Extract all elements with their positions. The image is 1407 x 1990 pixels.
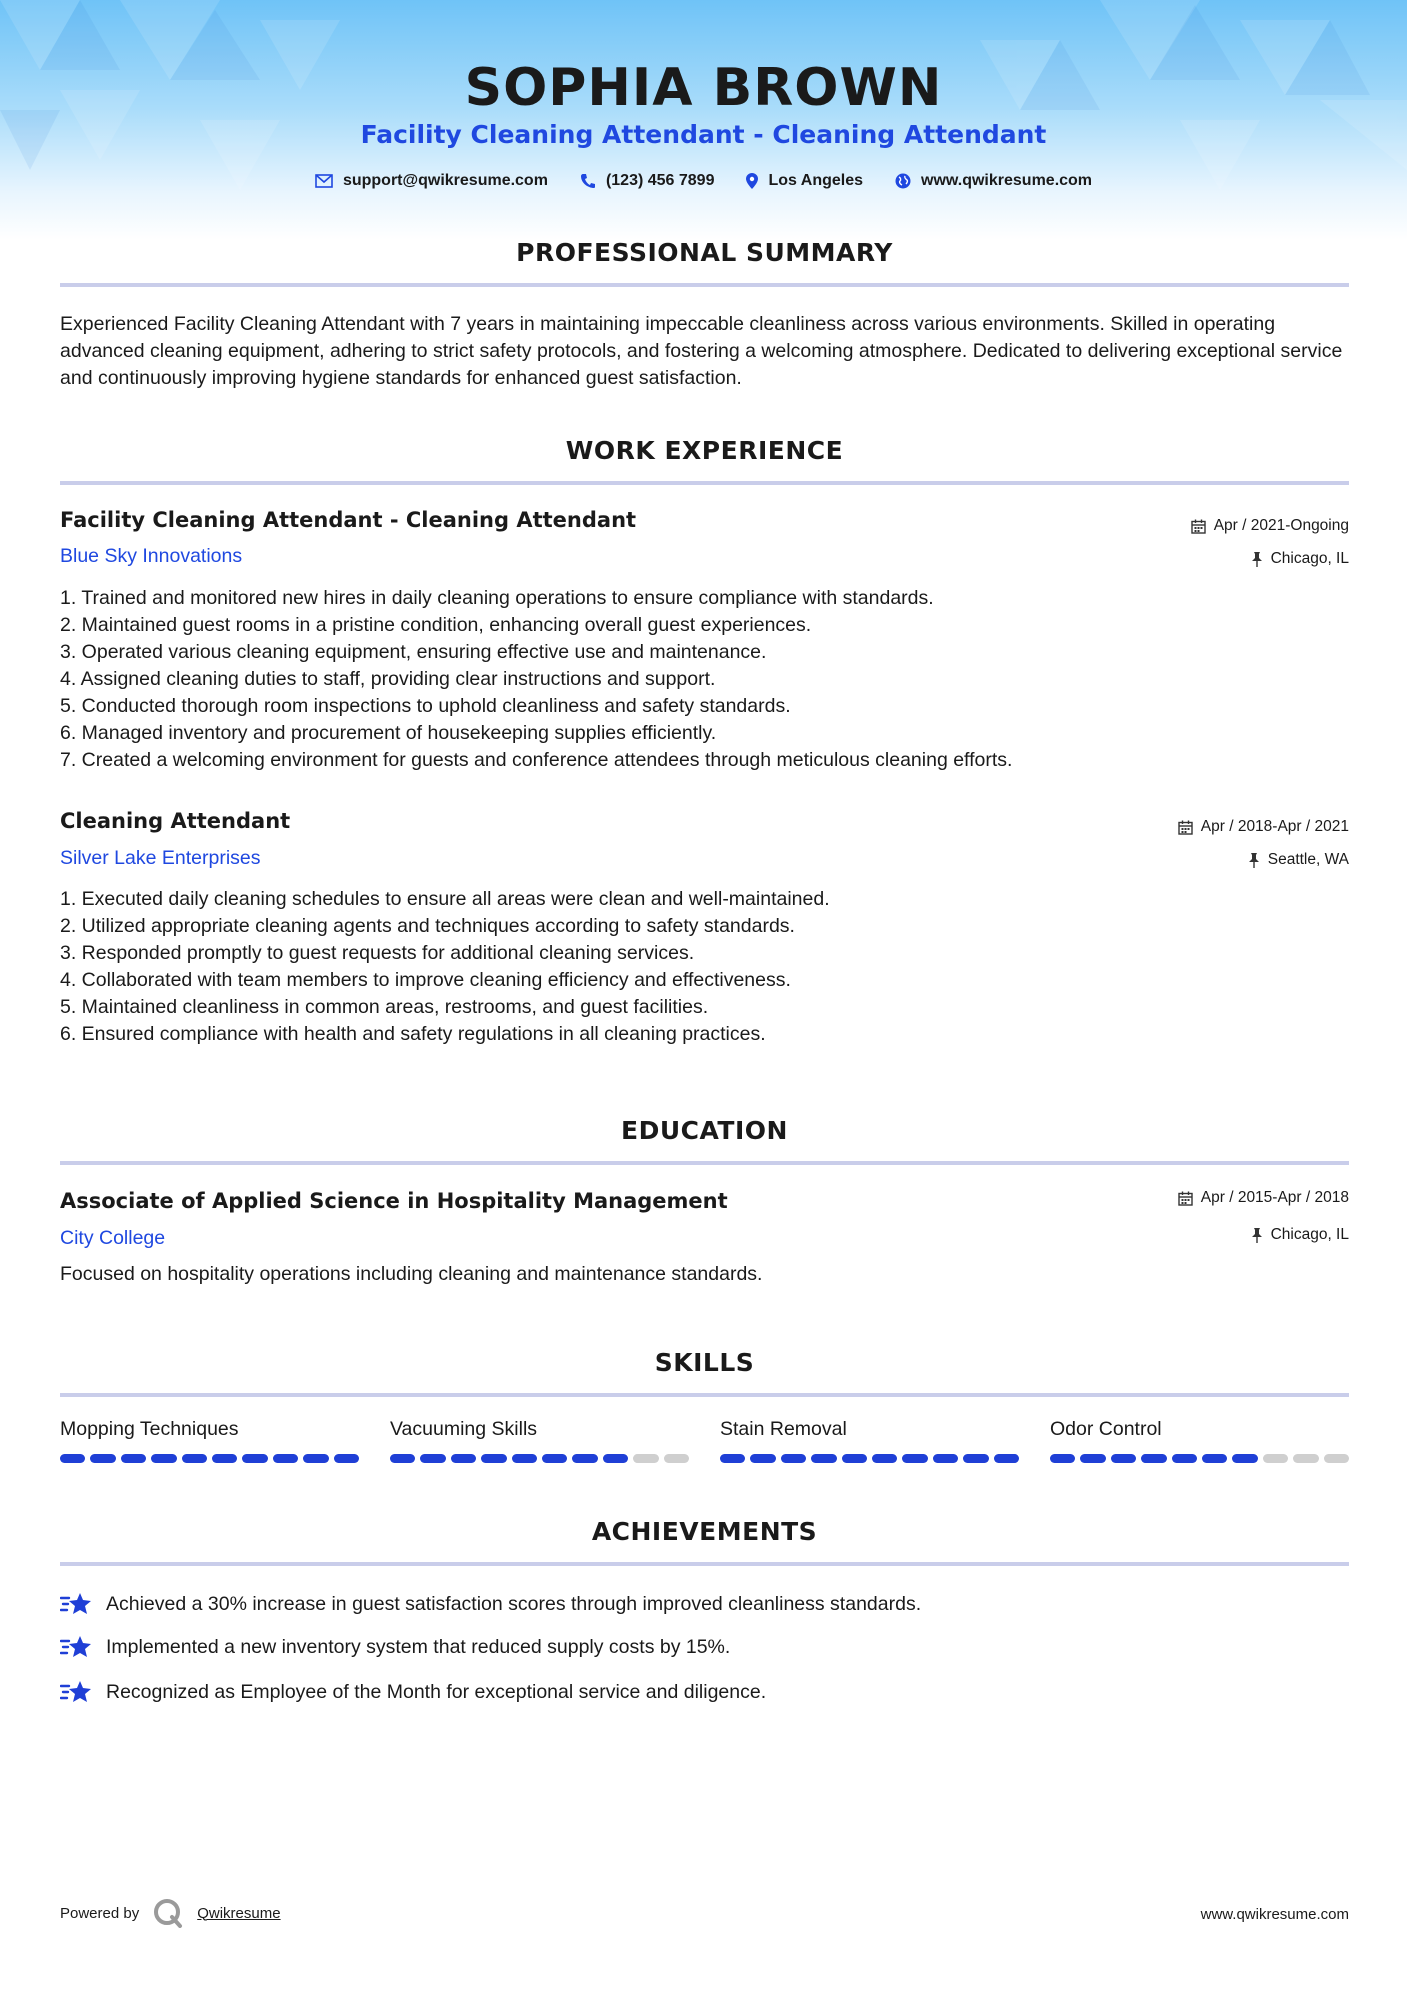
section-title-achievements: ACHIEVEMENTS xyxy=(591,1517,818,1546)
skill-segment-empty xyxy=(664,1454,689,1463)
list-item: 2. Maintained guest rooms in a pristine condition, enhancing overall guest experiences. xyxy=(60,614,812,636)
skill-segment-filled xyxy=(212,1454,237,1463)
skill-level-bar xyxy=(390,1454,689,1463)
skill-segment-filled xyxy=(603,1454,628,1463)
phone-icon xyxy=(580,173,596,189)
education-description: Focused on hospitality operations including cleaning and maintenance standards. xyxy=(60,1263,763,1285)
education-location-text: Chicago, IL xyxy=(1270,1226,1349,1243)
skill-name: Stain Removal xyxy=(720,1418,847,1440)
education-dates-text: Apr / 2015-Apr / 2018 xyxy=(1200,1189,1349,1206)
skill-level-bar xyxy=(1050,1454,1349,1463)
education-dates xyxy=(1178,1189,1349,1207)
skill-segment-filled xyxy=(902,1454,927,1463)
list-item: 5. Conducted thorough room inspections to uphold cleanliness and safety standards. xyxy=(60,695,791,717)
skill-name: Odor Control xyxy=(1050,1418,1162,1440)
skill-item xyxy=(390,1418,689,1463)
skill-segment-empty xyxy=(633,1454,658,1463)
powered-by-label: Powered by xyxy=(60,1904,140,1922)
footer-powered-by xyxy=(60,1898,281,1928)
list-item: 6. Ensured compliance with health and safety regulations in all cleaning practices. xyxy=(60,1023,766,1045)
skill-segment-empty xyxy=(1293,1454,1318,1463)
contact-phone-text: (123) 456 7899 xyxy=(605,172,715,189)
pushpin-icon xyxy=(1251,552,1263,567)
job-title: Facility Cleaning Attendant - Cleaning Attendant xyxy=(60,508,637,532)
skill-segment-filled xyxy=(420,1454,445,1463)
list-item: 5. Maintained cleanliness in common areas, restrooms, and guest facilities. xyxy=(60,996,709,1018)
star-icon xyxy=(60,1590,92,1618)
job-dates xyxy=(1191,517,1349,535)
qwikresume-logo-icon xyxy=(153,1898,183,1928)
skill-segment-filled xyxy=(242,1454,267,1463)
skill-segment-filled xyxy=(872,1454,897,1463)
skill-segment-filled xyxy=(303,1454,328,1463)
skill-segment-filled xyxy=(542,1454,567,1463)
job-location xyxy=(1251,550,1349,568)
skill-name: Vacuuming Skills xyxy=(390,1418,538,1440)
section-title-summary: PROFESSIONAL SUMMARY xyxy=(516,238,893,267)
contact-email-text: support@qwikresume.com xyxy=(342,172,548,189)
contact-location xyxy=(746,172,863,190)
skill-segment-filled xyxy=(1172,1454,1197,1463)
section-title-experience: WORK EXPERIENCE xyxy=(565,436,844,465)
calendar-icon xyxy=(1178,1191,1193,1206)
brand-link[interactable]: Qwikresume xyxy=(197,1904,281,1922)
achievement-item xyxy=(60,1590,921,1618)
list-item: 7. Created a welcoming environment for guests and conference attendees through meticulous cleaning efforts. xyxy=(60,749,1013,771)
skill-segment-filled xyxy=(1111,1454,1136,1463)
skill-segment-filled xyxy=(451,1454,476,1463)
globe-icon xyxy=(895,173,911,189)
list-item: 3. Operated various cleaning equipment, ensuring effective use and maintenance. xyxy=(60,641,767,663)
skill-level-bar xyxy=(60,1454,359,1463)
achievement-item xyxy=(60,1678,766,1706)
degree-title: Associate of Applied Science in Hospitality Management xyxy=(60,1189,728,1213)
job-subtitle: Facility Cleaning Attendant - Cleaning Attendant xyxy=(360,120,1047,149)
pushpin-icon xyxy=(1248,853,1260,868)
section-divider xyxy=(60,1161,1349,1165)
summary-text: Experienced Facility Cleaning Attendant with 7 years in maintaining impeccable cleanliness across various environments. Skilled in operating advanced cleaning equipment, adhering to strict safety protocols, and fostering a welcoming atmosphere. Dedicated to delivering exceptional service and continuously improving hygiene standards for enhanced guest satisfaction. xyxy=(60,313,1343,389)
candidate-name: SOPHIA BROWN xyxy=(464,58,943,118)
skill-segment-filled xyxy=(60,1454,85,1463)
skill-segment-filled xyxy=(90,1454,115,1463)
contact-website[interactable] xyxy=(895,172,1092,190)
skill-segment-filled xyxy=(750,1454,775,1463)
skill-segment-filled xyxy=(334,1454,359,1463)
skill-segment-filled xyxy=(121,1454,146,1463)
section-title-skills: SKILLS xyxy=(654,1348,755,1377)
skill-segment-filled xyxy=(182,1454,207,1463)
section-divider xyxy=(60,1393,1349,1397)
star-icon xyxy=(60,1678,92,1706)
skill-segment-filled xyxy=(481,1454,506,1463)
skill-segment-filled xyxy=(842,1454,867,1463)
skill-segment-filled xyxy=(273,1454,298,1463)
job-bullets xyxy=(60,585,1349,774)
skill-segment-filled xyxy=(963,1454,988,1463)
skill-segment-filled xyxy=(1141,1454,1166,1463)
contact-email[interactable] xyxy=(315,172,548,190)
skill-item xyxy=(1050,1418,1349,1463)
company-name: Silver Lake Enterprises xyxy=(60,847,261,869)
list-item: 2. Utilized appropriate cleaning agents and techniques according to safety standards. xyxy=(60,915,795,937)
skill-item xyxy=(60,1418,359,1463)
achievement-text: Implemented a new inventory system that reduced supply costs by 15%. xyxy=(106,1635,731,1658)
envelope-icon xyxy=(315,174,333,188)
skill-segment-filled xyxy=(151,1454,176,1463)
section-divider xyxy=(60,481,1349,485)
skills-list xyxy=(60,1418,1349,1463)
list-item: 6. Managed inventory and procurement of housekeeping supplies efficiently. xyxy=(60,722,717,744)
job-dates-text: Apr / 2021-Ongoing xyxy=(1213,517,1349,534)
skill-segment-empty xyxy=(1263,1454,1288,1463)
skill-segment-filled xyxy=(1080,1454,1105,1463)
skill-segment-filled xyxy=(933,1454,958,1463)
skill-segment-filled xyxy=(390,1454,415,1463)
company-name: Blue Sky Innovations xyxy=(60,545,243,567)
skill-name: Mopping Techniques xyxy=(60,1418,239,1440)
job-bullets xyxy=(60,886,1349,1048)
list-item: 1. Executed daily cleaning schedules to ensure all areas were clean and well-maintained. xyxy=(60,888,830,910)
job-title: Cleaning Attendant xyxy=(60,809,291,833)
job-location-text: Chicago, IL xyxy=(1270,550,1349,567)
skill-segment-filled xyxy=(572,1454,597,1463)
calendar-icon xyxy=(1191,519,1206,534)
skill-level-bar xyxy=(720,1454,1019,1463)
skill-segment-filled xyxy=(1232,1454,1257,1463)
job-location xyxy=(1248,851,1349,869)
achievement-text: Achieved a 30% increase in guest satisfaction scores through improved cleanliness standards. xyxy=(106,1592,922,1615)
contact-bar xyxy=(0,172,1407,190)
job-dates xyxy=(1178,818,1349,836)
footer-url[interactable]: www.qwikresume.com xyxy=(1200,1906,1349,1923)
school-name: City College xyxy=(60,1227,166,1249)
section-title-education: EDUCATION xyxy=(621,1116,788,1145)
achievement-item xyxy=(60,1633,730,1661)
contact-phone[interactable] xyxy=(580,172,715,190)
education-location xyxy=(1251,1226,1349,1244)
skill-segment-filled xyxy=(811,1454,836,1463)
skill-segment-filled xyxy=(720,1454,745,1463)
section-divider xyxy=(60,1562,1349,1566)
achievement-text: Recognized as Employee of the Month for exceptional service and diligence. xyxy=(106,1680,767,1703)
skill-segment-filled xyxy=(1202,1454,1227,1463)
skill-segment-filled xyxy=(1050,1454,1075,1463)
contact-location-text: Los Angeles xyxy=(768,172,864,189)
map-pin-icon xyxy=(746,173,758,189)
calendar-icon xyxy=(1178,820,1193,835)
skill-segment-filled xyxy=(994,1454,1019,1463)
list-item: 4. Collaborated with team members to improve cleaning efficiency and effectiveness. xyxy=(60,969,791,991)
contact-website-text: www.qwikresume.com xyxy=(921,172,1093,189)
job-location-text: Seattle, WA xyxy=(1267,851,1349,868)
skill-item xyxy=(720,1418,1019,1463)
skill-segment-empty xyxy=(1324,1454,1349,1463)
star-icon xyxy=(60,1633,92,1661)
list-item: 3. Responded promptly to guest requests for additional cleaning services. xyxy=(60,942,695,964)
list-item: 4. Assigned cleaning duties to staff, providing clear instructions and support. xyxy=(60,668,716,690)
skill-segment-filled xyxy=(781,1454,806,1463)
job-dates-text: Apr / 2018-Apr / 2021 xyxy=(1200,818,1349,835)
skill-segment-filled xyxy=(512,1454,537,1463)
pushpin-icon xyxy=(1251,1228,1263,1243)
section-divider xyxy=(60,283,1349,287)
list-item: 1. Trained and monitored new hires in daily cleaning operations to ensure compliance with standards. xyxy=(60,587,934,609)
